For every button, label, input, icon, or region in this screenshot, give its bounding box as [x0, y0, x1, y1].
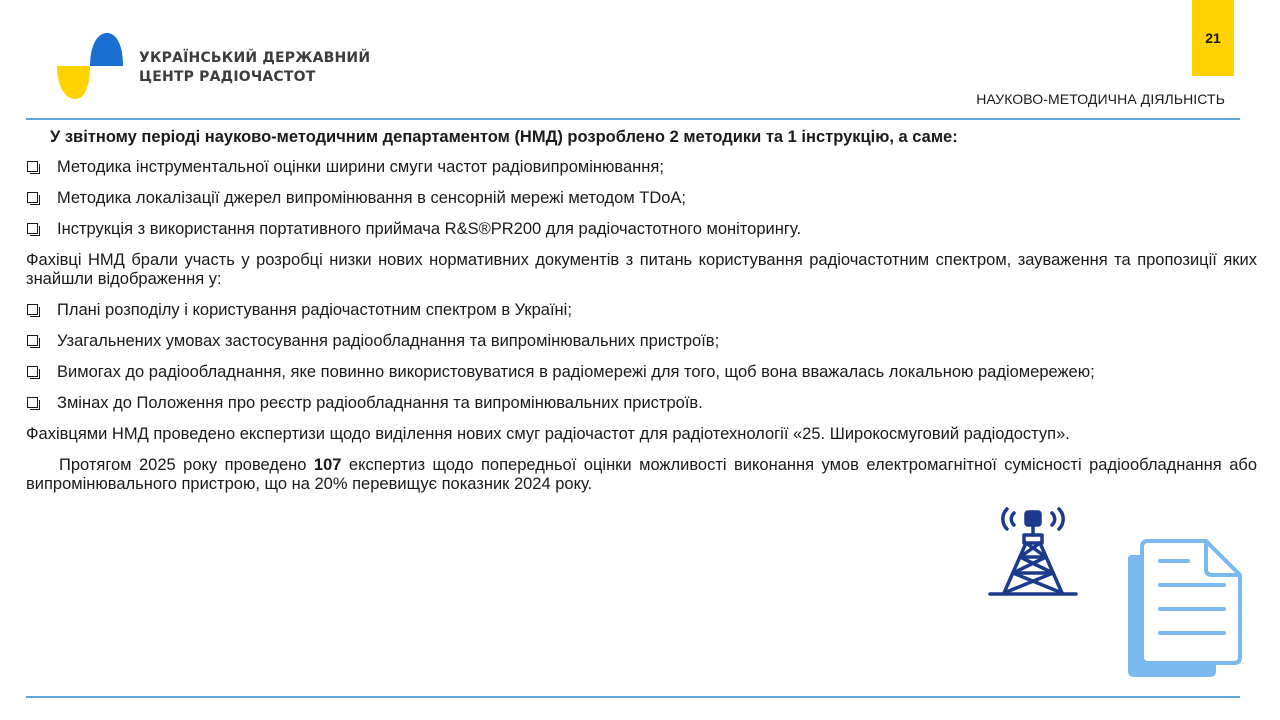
checkbox-bullet-icon: [27, 366, 38, 377]
checkbox-bullet-icon: [27, 223, 38, 234]
checkbox-bullet-icon: [27, 192, 38, 203]
org-name: [139, 49, 370, 87]
page-number: 21: [1205, 30, 1221, 46]
list-item-text: Інструкція з використання портативного приймача R&S®PR200 для радіочастотного моніторингу.: [57, 220, 802, 238]
footer-divider: [26, 696, 1240, 698]
radio-tower-icon: [986, 503, 1080, 599]
list-item-text: Методика локалізації джерел випромінювання в сенсорній мережі методом TDoA;: [57, 189, 687, 207]
list-item-text: Методика інструментальної оцінки ширини смуги частот радіовипромінювання;: [57, 158, 664, 176]
list-item: [26, 363, 1257, 382]
paragraph-participation: Фахівці НМД брали участь у розробці низки нових нормативних документів з питань користування радіочастотним спектром, зауваження та пропозиції яких знайшли відображення у:: [26, 251, 1257, 288]
list-item-text: Вимогах до радіообладнання, яке повинно використовуватися в радіомережі для того, щоб вона вважалась локальною радіомережею;: [57, 363, 1095, 381]
org-name-line-1: УКРАЇНСЬКИЙ ДЕРЖАВНИЙ: [139, 50, 371, 66]
logo-wave: [55, 31, 125, 101]
section-title: НАУКОВО-МЕТОДИЧНА ДІЯЛЬНІСТЬ: [976, 91, 1225, 107]
list-item-text: Узагальнених умовах застосування радіообладнання та випромінювальних пристроїв;: [57, 332, 720, 350]
checkbox-bullet-icon: [27, 161, 38, 172]
summary-suffix: експертиз щодо попередньої оцінки можливості виконання умов електромагнітної сумісності радіообладнання або випромінювального пристрою, що на 20% перевищує показник 2024 року.: [26, 456, 1257, 493]
list-item: [26, 158, 1257, 177]
paragraph-expertise: Фахівцями НМД проведено експертизи щодо виділення нових смуг радіочастот для радіотехнології «25. Широкосмуговий радіодоступ».: [26, 425, 1070, 443]
header-divider: [26, 118, 1240, 120]
list-item: [26, 220, 1257, 239]
page-number-badge: [1192, 0, 1234, 76]
summary-prefix: Протягом 2025 року проведено: [59, 456, 314, 474]
list-item: [26, 394, 1257, 413]
intro-text: У звітному періоді науково-методичним департаментом (НМД) розроблено 2 методики та 1 інструкцію, а саме:: [50, 128, 958, 146]
list-item: [26, 189, 1257, 208]
paragraph-summary: [26, 456, 1257, 494]
summary-number: 107: [313, 456, 342, 474]
org-name-line-2: ЦЕНТР РАДІОЧАСТОТ: [139, 69, 316, 85]
checkbox-bullet-icon: [27, 304, 38, 315]
checkbox-bullet-icon: [27, 335, 38, 346]
list-item: [26, 301, 1257, 320]
list-item-text: Плані розподілу і користування радіочастотним спектром в Україні;: [57, 301, 572, 319]
main-content: [26, 128, 1257, 506]
list-item-text: Змінах до Положення про реєстр радіообладнання та випромінювальних пристроїв.: [57, 394, 703, 412]
document-icon: [1126, 537, 1242, 679]
list-item: [26, 332, 1257, 351]
checkbox-bullet-icon: [27, 397, 38, 408]
